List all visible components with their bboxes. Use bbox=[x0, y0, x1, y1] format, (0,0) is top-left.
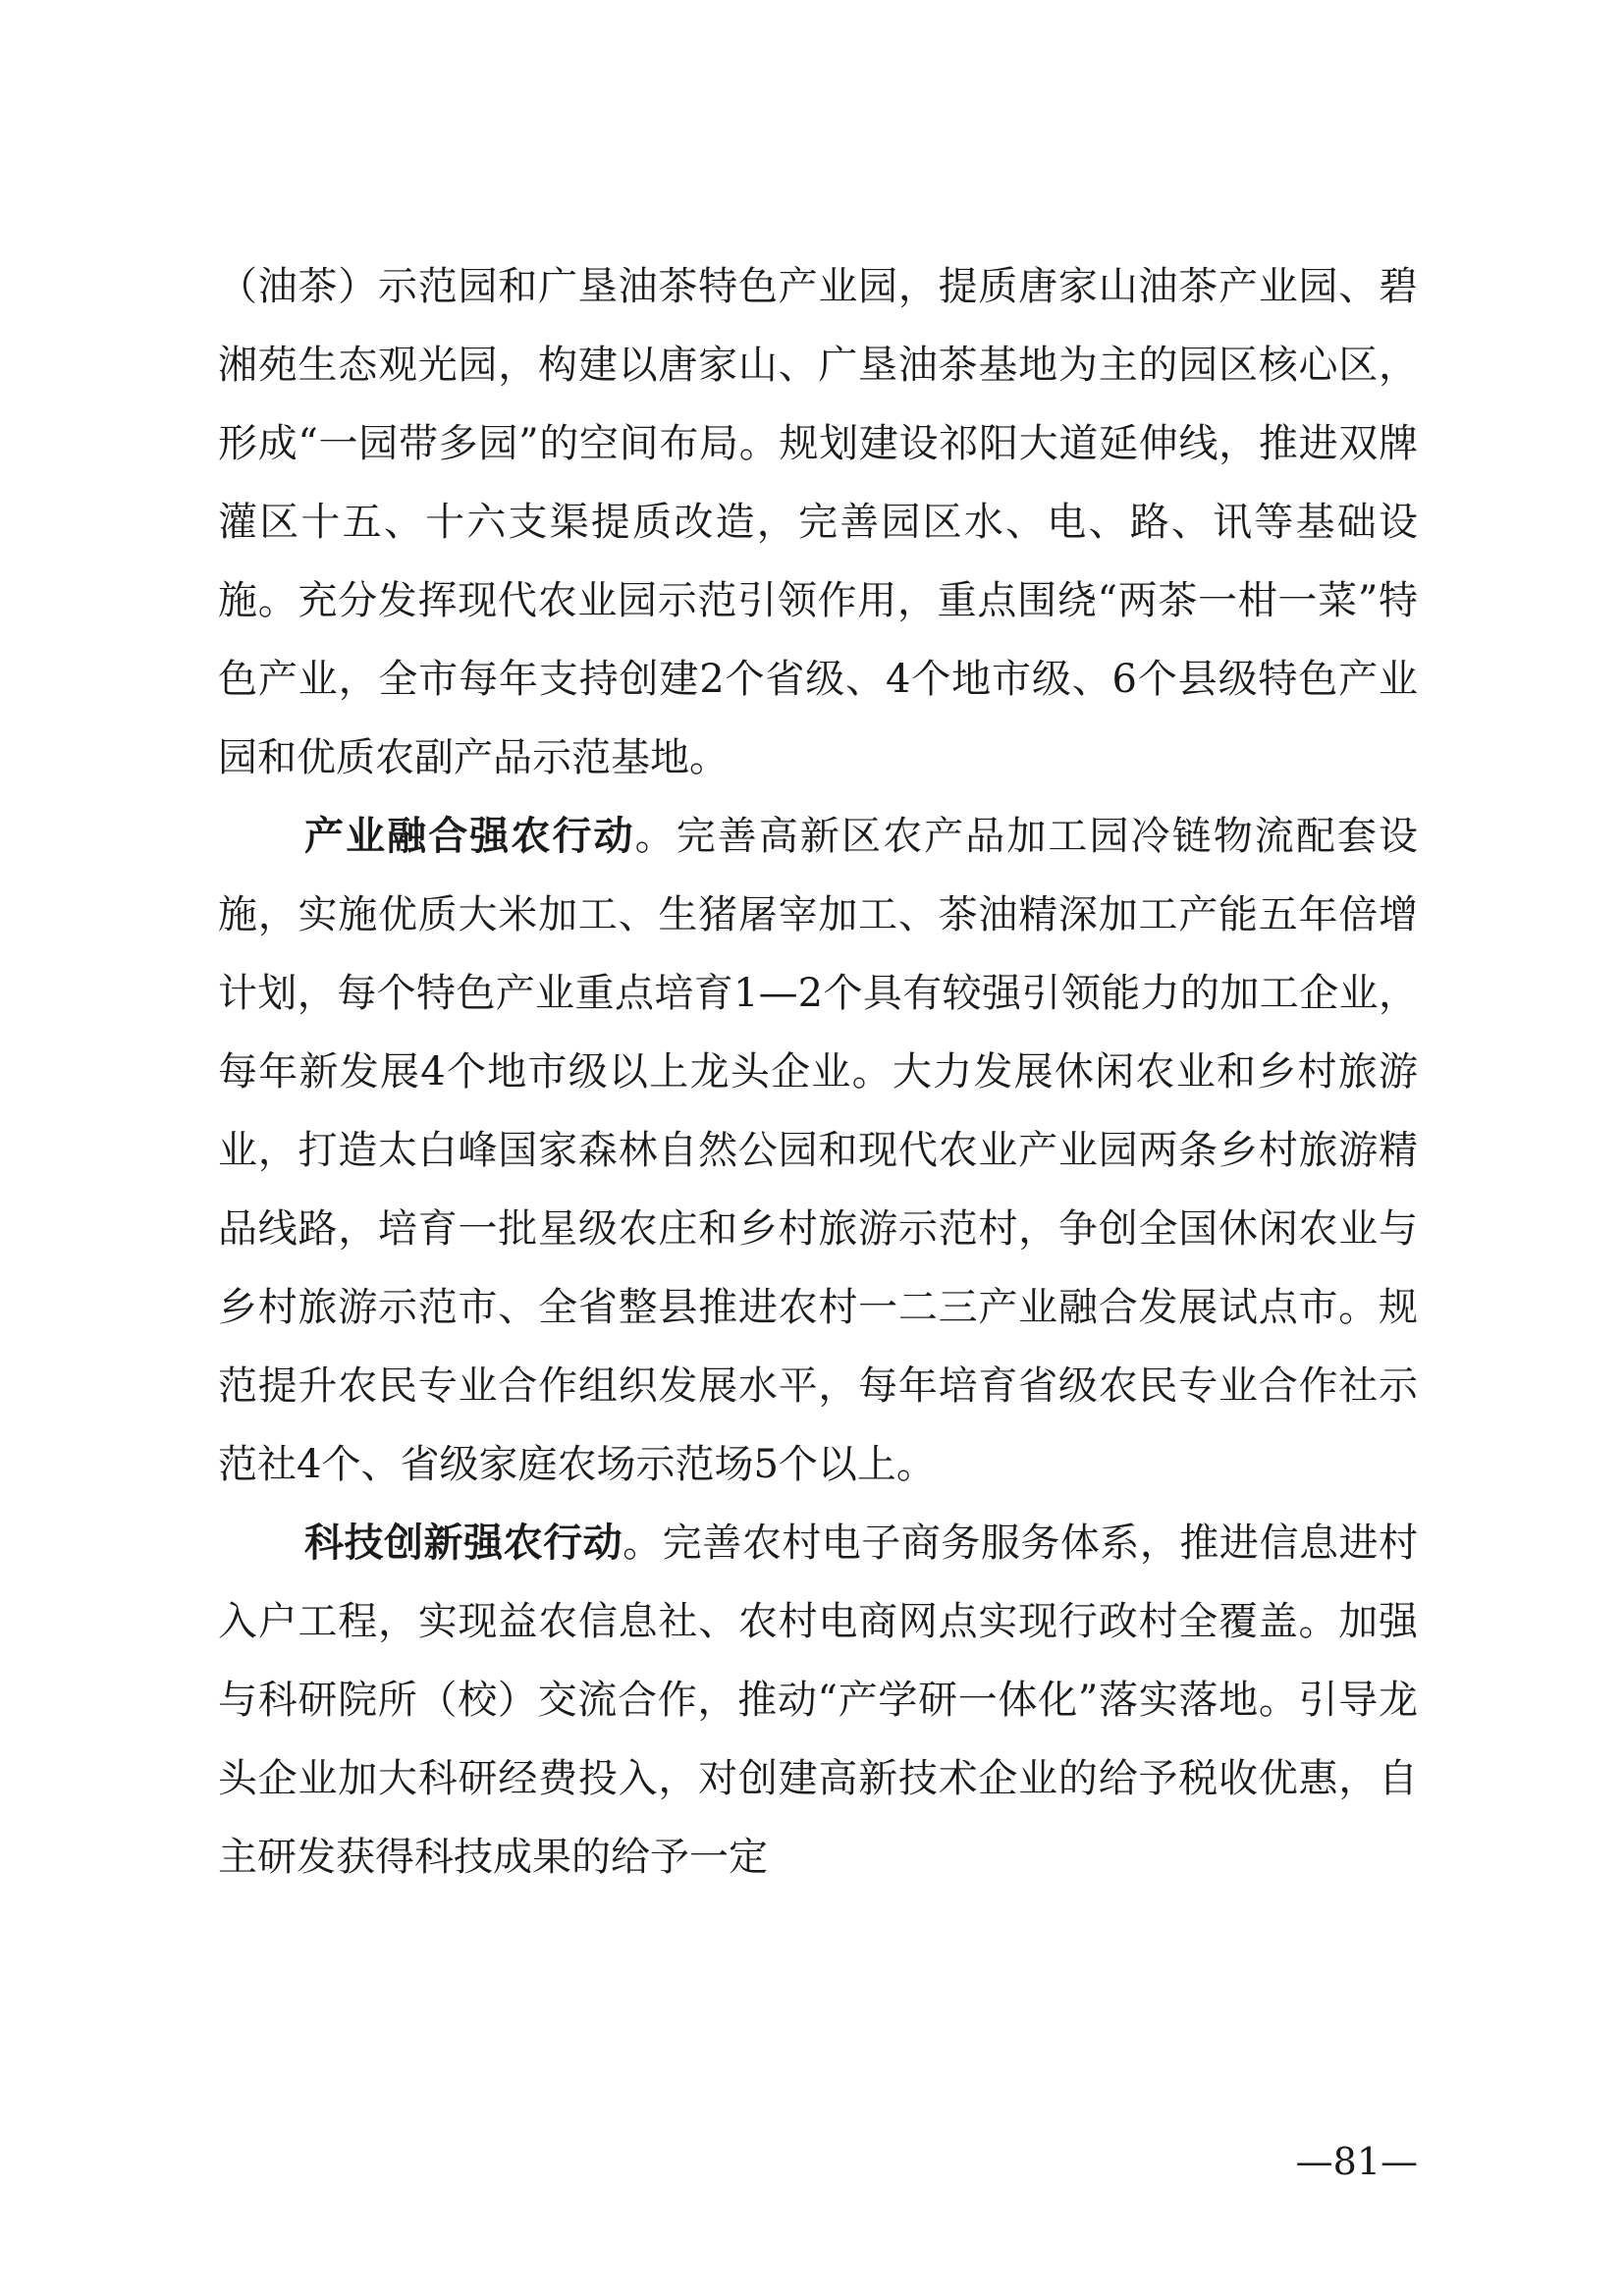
paragraph-3-heading: 科技创新强农行动 bbox=[304, 1521, 623, 1566]
body-text bbox=[218, 247, 1418, 1896]
paragraph-2 bbox=[218, 797, 1418, 1504]
paragraph-3-text: 。完善农村电子商务服务体系，推进信息进村入户工程，实现益农信息社、农村电商网点实现行政村全覆盖。加强与科研院所（校）交流合作，推动“产学研一体化”落实落地。引导龙头企业加大科研经费投入，对创建高新技术企业的给予税收优惠，自主研发获得科技成果的给予一定 bbox=[218, 1521, 1419, 1880]
paragraph-1-text: （油茶）示范园和广垦油茶特色产业园，提质唐家山油茶产业园、碧湘苑生态观光园，构建以唐家山、广垦油茶基地为主的园区核心区，形成“一园带多园”的空间布局。规划建设祁阳大道延伸线，推进双牌灌区十五、十六支渠提质改造，完善园区水、电、路、讯等基础设施。充分发挥现代农业园示范引领作用，重点围绕“两茶一柑一菜”特色产业，全市每年支持创建2个省级、4个地市级、6个县级特色产业园和优质农副产品示范基地。 bbox=[218, 264, 1418, 780]
paragraph-2-heading: 产业融合强农行动 bbox=[304, 814, 635, 859]
paragraph-3 bbox=[218, 1504, 1418, 1896]
paragraph-1 bbox=[218, 247, 1418, 797]
page-number: —81— bbox=[1295, 2140, 1418, 2183]
paragraph-2-text: 。完善高新区农产品加工园冷链物流配套设施，实施优质大米加工、生猪屠宰加工、茶油精深加工产能五年倍增计划，每个特色产业重点培育1—2个具有较强引领能力的加工企业，每年新发展4个地市级以上龙头企业。大力发展休闲农业和乡村旅游业，打造太白峰国家森林自然公园和现代农业产业园两条乡村旅游精品线路，培育一批星级农庄和乡村旅游示范村，争创全国休闲农业与乡村旅游示范市、全省整县推进农村一二三产业融合发展试点市。规范提升农民专业合作组织发展水平，每年培育省级农民专业合作社示范社4个、省级家庭农场示范场5个以上。 bbox=[218, 814, 1419, 1487]
